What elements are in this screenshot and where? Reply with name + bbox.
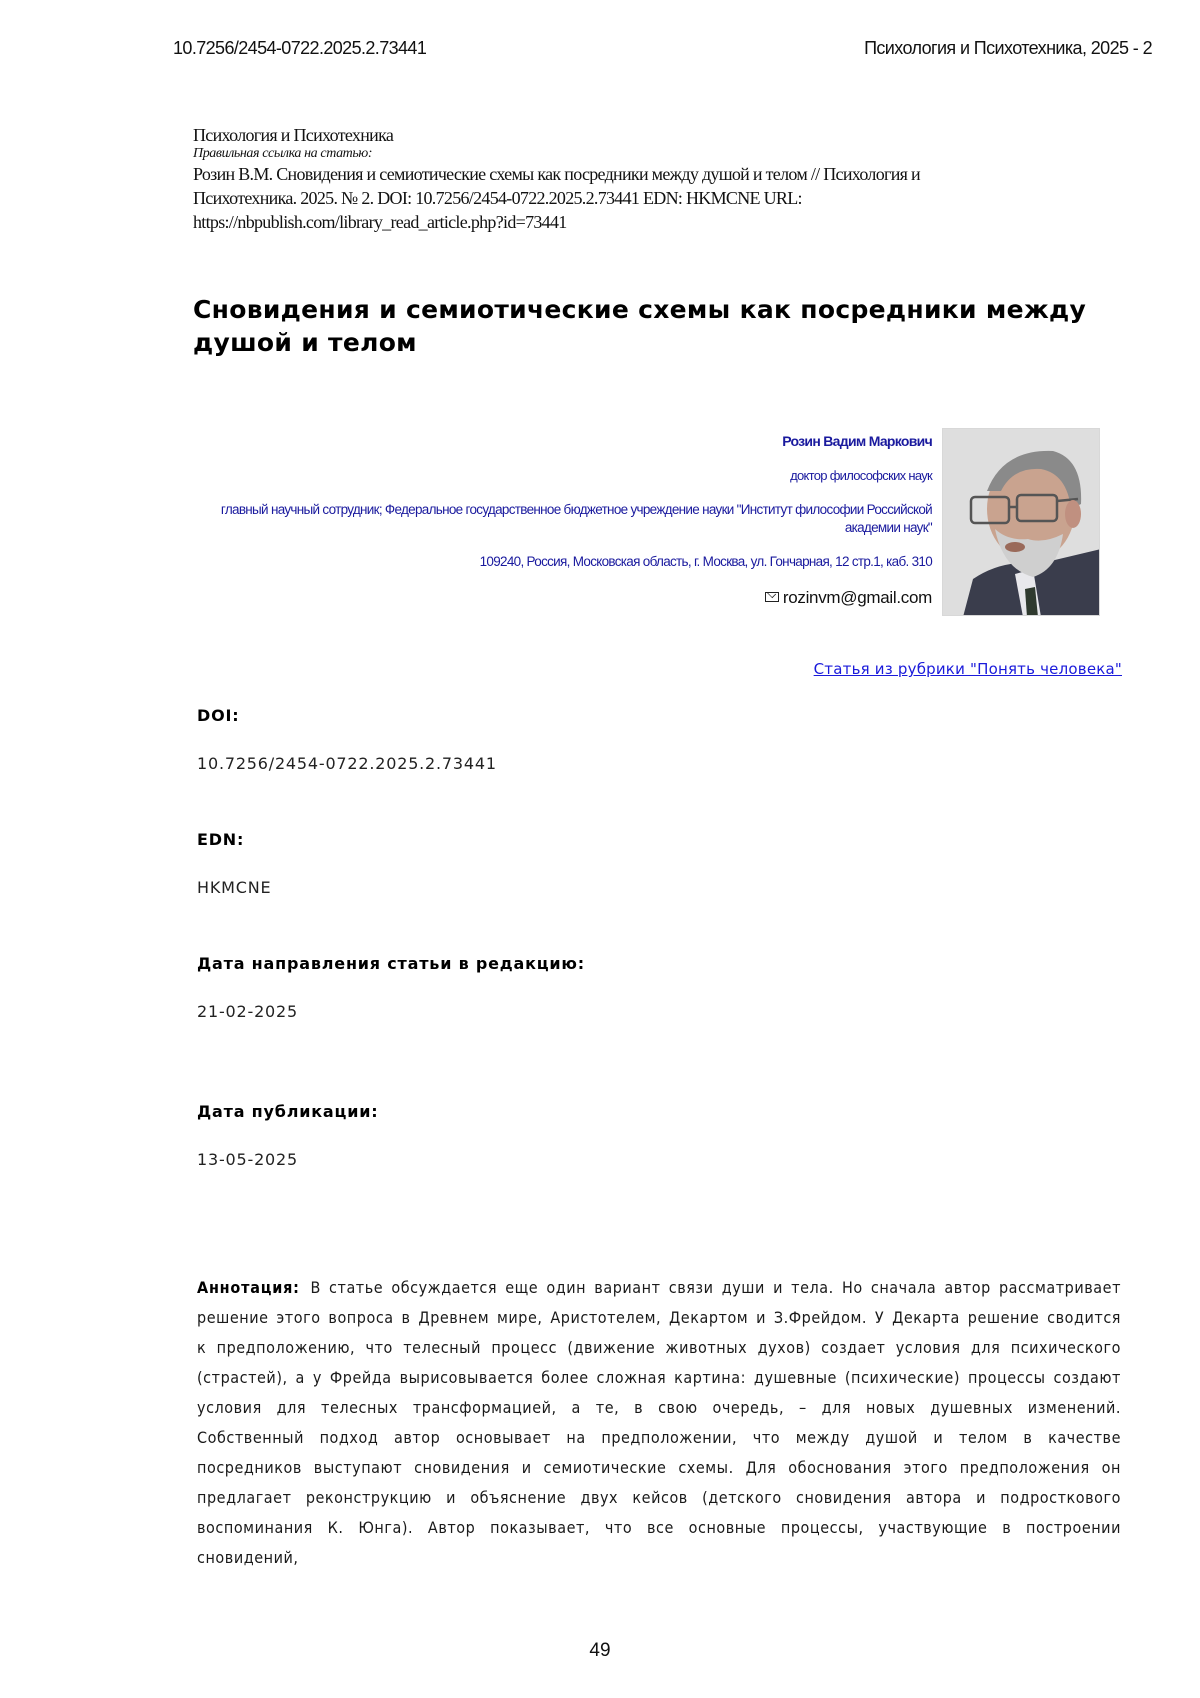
page-number: 49 (589, 1640, 611, 1661)
author-address: 109240, Россия, Московская область, г. Москва, ул. Гончарная, 12 стр.1, каб. 310 (479, 554, 932, 569)
edn-value: HKMCNE (197, 878, 272, 897)
author-info (212, 432, 932, 609)
abstract (197, 1273, 1121, 1573)
doi-value: 10.7256/2454-0722.2025.2.73441 (197, 754, 497, 773)
submitted-date-value: 21-02-2025 (197, 1002, 298, 1021)
citation-line-2: Психотехника. 2025. № 2. DOI: 10.7256/2454-0722.2025.2.73441 EDN: HKMCNE URL: (193, 188, 802, 208)
author-portrait-icon (943, 429, 1100, 616)
edn-label: EDN: (197, 830, 245, 849)
abstract-label: Аннотация: (197, 1278, 300, 1297)
author-name: Розин Вадим Маркович (782, 433, 932, 449)
submitted-date-label: Дата направления статьи в редакцию: (197, 954, 585, 973)
published-date-value: 13-05-2025 (197, 1150, 298, 1169)
running-head-doi: 10.7256/2454-0722.2025.2.73441 (173, 38, 427, 58)
doi-label: DOI: (197, 706, 240, 725)
citation-line-1: Розин В.М. Сновидения и семиотические схемы как посредники между душой и телом // Психология и (193, 164, 920, 184)
author-photo (942, 428, 1100, 616)
citation-label: Правильная ссылка на статью: (193, 146, 373, 161)
published-date-label: Дата публикации: (197, 1102, 379, 1121)
journal-name: Психология и Психотехника (193, 125, 394, 145)
abstract-text: В статье обсуждается еще один вариант связи души и тела. Но сначала автор рассматривает решение этого вопроса в Древнем мире, Аристотелем, Декартом и З.Фрейдом. У Декарта решение сводится к предположению, что телесный процесс (движение животных духов) создает условия для психического (страстей), а у Фрейда вырисовывается более сложная картина: душевные (психические) процессы создают условия для телесных трансформацией, а те, в свою очередь, – для новых душевных изменений. Собственный подход автор основывает на предположении, что между душой и телом в качестве посредников выступают сновидения и семиотические схемы. Для обоснования этого предположения он предлагает реконструкцию и объяснение двух кейсов (детского сновидения автора и подросткового воспоминания К. Юнга). Автор показывает, что все основные процессы, участвующие в построении сновидений, (197, 1278, 1121, 1567)
author-email[interactable] (212, 587, 932, 609)
citation-block (193, 124, 1073, 234)
author-email-text[interactable]: rozinvm@gmail.com (782, 588, 932, 607)
author-position: главный научный сотрудник; Федеральное государственное бюджетное учреждение науки "Институт философии Российской академии наук" (220, 502, 932, 535)
article-title: Сновидения и семиотические схемы как посредники между душой и телом (193, 295, 1087, 357)
rubric-link[interactable]: Статья из рубрики "Понять человека" (813, 660, 1122, 678)
envelope-icon (765, 592, 779, 602)
citation-url[interactable]: https://nbpublish.com/library_read_article.php?id=73441 (193, 212, 567, 232)
running-head-journal: Психология и Психотехника, 2025 - 2 (864, 38, 1152, 58)
author-degree: доктор философских наук (790, 468, 932, 483)
